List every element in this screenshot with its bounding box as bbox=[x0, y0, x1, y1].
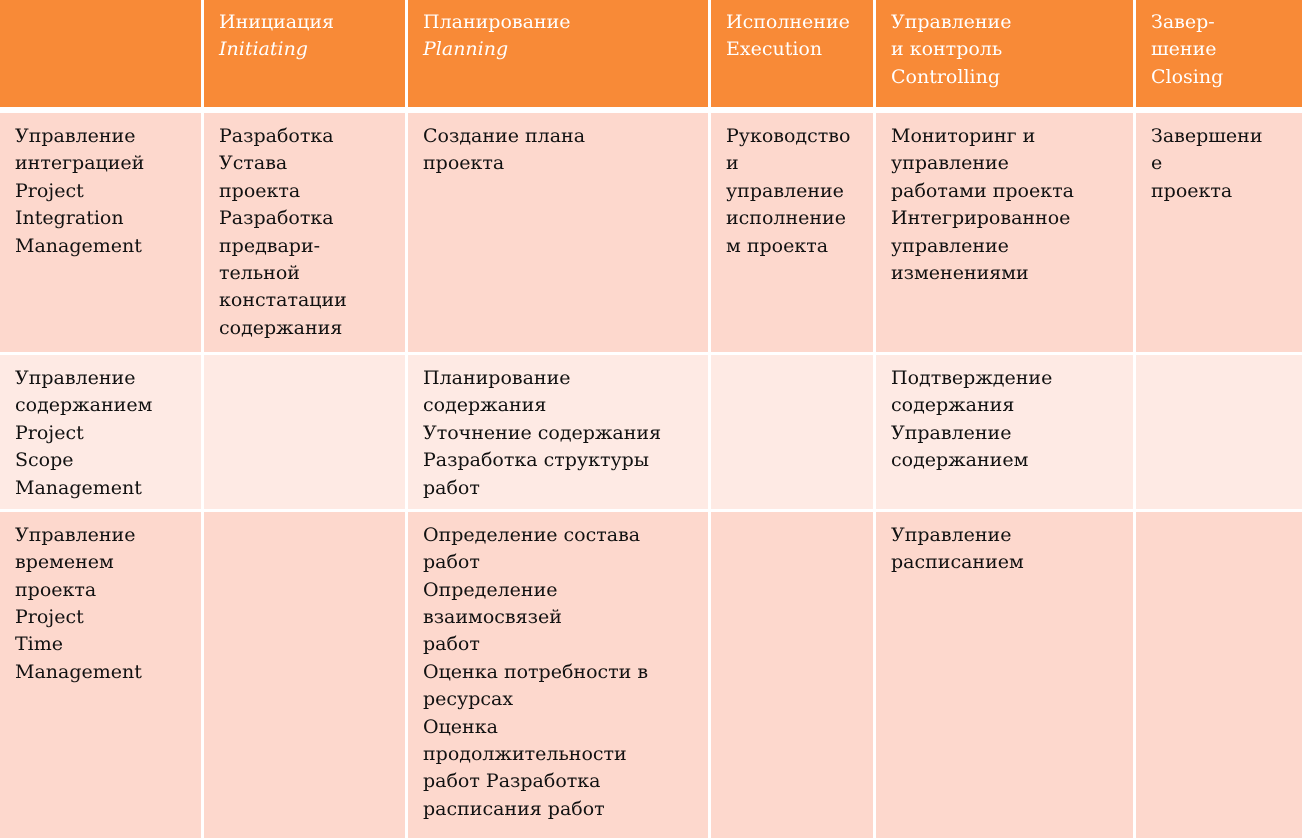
cell-text-line: Scope bbox=[15, 449, 74, 472]
header-closing-ru-1: Завер- bbox=[1151, 11, 1215, 33]
cell-text-line: работ bbox=[423, 551, 480, 574]
header-closing-en: Closing bbox=[1151, 65, 1224, 88]
cell-text-line: Завершени bbox=[1151, 125, 1263, 147]
header-execution-ru: Исполнение bbox=[726, 11, 850, 33]
cell-text-line: Project bbox=[15, 606, 84, 629]
cell-text-line: Project bbox=[15, 421, 84, 444]
cell-text-line: временем bbox=[15, 551, 114, 574]
controlling-cell bbox=[876, 512, 1136, 838]
cell-text-line: Integration bbox=[15, 207, 124, 230]
header-controlling-en: Controlling bbox=[891, 65, 1000, 88]
header-row bbox=[0, 0, 1302, 113]
cell-text-line: управление bbox=[891, 152, 1009, 175]
cell-text-line: Разработка структуры bbox=[423, 449, 649, 472]
header-closing bbox=[1136, 0, 1302, 113]
planning-cell bbox=[408, 512, 711, 838]
cell-text-line: содержания bbox=[891, 394, 1015, 417]
cell-text-line: предвари- bbox=[219, 234, 321, 257]
table-row-scope bbox=[0, 355, 1302, 512]
header-initiating bbox=[204, 0, 408, 113]
cell-text-line: Управление bbox=[891, 421, 1012, 444]
cell-text-line: Управление bbox=[15, 367, 136, 389]
controlling-cell bbox=[876, 113, 1136, 355]
header-closing-ru-2: шение bbox=[1151, 38, 1217, 61]
cell-text-line: содержанием bbox=[15, 394, 153, 417]
cell-text-line: взаимосвязей bbox=[423, 606, 562, 629]
header-planning-en: Planning bbox=[423, 38, 509, 61]
closing-cell bbox=[1136, 355, 1302, 512]
cell-text-line: м проекта bbox=[726, 234, 829, 257]
table-row-time bbox=[0, 512, 1302, 838]
cell-text-line: Управление bbox=[15, 125, 136, 147]
cell-text-line: Разработка bbox=[219, 125, 334, 147]
cell-text-line: Мониторинг и bbox=[891, 125, 1036, 147]
table-row-integration bbox=[0, 113, 1302, 355]
cell-text-line: ресурсах bbox=[423, 688, 514, 711]
cell-text-line: и bbox=[726, 152, 739, 175]
closing-cell bbox=[1136, 113, 1302, 355]
area-cell bbox=[0, 113, 204, 355]
cell-text-line: Устава bbox=[219, 152, 288, 175]
cell-text-line: содержания bbox=[423, 394, 547, 417]
cell-text-line: тельной bbox=[219, 262, 300, 285]
cell-text-line: Management bbox=[15, 476, 142, 499]
cell-text-line: Оценка bbox=[423, 715, 498, 738]
cell-text-line: е bbox=[1151, 152, 1163, 175]
cell-text-line: Создание плана bbox=[423, 125, 586, 147]
header-corner-cell bbox=[0, 0, 204, 113]
planning-cell bbox=[408, 355, 711, 512]
execution-cell bbox=[711, 113, 876, 355]
cell-text-line: проекта bbox=[15, 578, 97, 601]
initiating-cell bbox=[204, 113, 408, 355]
cell-text-line: работ bbox=[423, 476, 480, 499]
cell-text-line: расписанием bbox=[891, 551, 1024, 574]
header-initiating-ru: Инициация bbox=[219, 11, 334, 33]
cell-text-line: Планирование bbox=[423, 367, 571, 389]
cell-text-line: Определение bbox=[423, 578, 558, 601]
header-execution-en: Execution bbox=[726, 38, 823, 61]
execution-cell bbox=[711, 355, 876, 512]
header-controlling-ru-2: и контроль bbox=[891, 38, 1003, 61]
execution-cell bbox=[711, 512, 876, 838]
cell-text-line: управление bbox=[726, 179, 844, 202]
cell-text-line: Определение состава bbox=[423, 523, 641, 546]
header-initiating-en: Initiating bbox=[219, 38, 308, 61]
cell-text-line: проекта bbox=[219, 179, 301, 202]
cell-text-line: Management bbox=[15, 660, 142, 683]
header-controlling bbox=[876, 0, 1136, 113]
header-execution bbox=[711, 0, 876, 113]
initiating-cell bbox=[204, 355, 408, 512]
cell-text-line: Руководство bbox=[726, 125, 851, 147]
header-planning-ru: Планирование bbox=[423, 11, 571, 33]
area-cell bbox=[0, 355, 204, 512]
cell-text-line: проекта bbox=[423, 152, 505, 175]
cell-text-line: Управление bbox=[15, 523, 136, 546]
cell-text-line: работами проекта bbox=[891, 179, 1074, 202]
cell-text-line: Time bbox=[15, 633, 64, 656]
cell-text-line: продолжительности bbox=[423, 743, 627, 766]
cell-text-line: Уточнение содержания bbox=[423, 421, 662, 444]
cell-text-line: расписания работ bbox=[423, 797, 605, 820]
cell-text-line: Project bbox=[15, 179, 84, 202]
cell-text-line: работ Разработка bbox=[423, 770, 601, 793]
area-cell bbox=[0, 512, 204, 838]
cell-text-line: интеграцией bbox=[15, 152, 145, 175]
cell-text-line: управление bbox=[891, 234, 1009, 257]
cell-text-line: Управление bbox=[891, 523, 1012, 546]
cell-text-line: Подтверждение bbox=[891, 367, 1053, 389]
cell-text-line: Интегрированное bbox=[891, 207, 1071, 230]
cell-text-line: Management bbox=[15, 234, 142, 257]
initiating-cell bbox=[204, 512, 408, 838]
cell-text-line: содержания bbox=[219, 316, 343, 339]
cell-text-line: содержанием bbox=[891, 449, 1029, 472]
cell-text-line: Оценка потребности в bbox=[423, 660, 649, 683]
controlling-cell bbox=[876, 355, 1136, 512]
cell-text-line: изменениями bbox=[891, 262, 1029, 285]
cell-text-line: проекта bbox=[1151, 179, 1233, 202]
cell-text-line: Разработка bbox=[219, 207, 334, 230]
header-controlling-ru-1: Управление bbox=[891, 11, 1012, 33]
cell-text-line: работ bbox=[423, 633, 480, 656]
cell-text-line: констатации bbox=[219, 289, 347, 312]
closing-cell bbox=[1136, 512, 1302, 838]
cell-text-line: исполнение bbox=[726, 207, 846, 230]
header-planning bbox=[408, 0, 711, 113]
planning-cell bbox=[408, 113, 711, 355]
